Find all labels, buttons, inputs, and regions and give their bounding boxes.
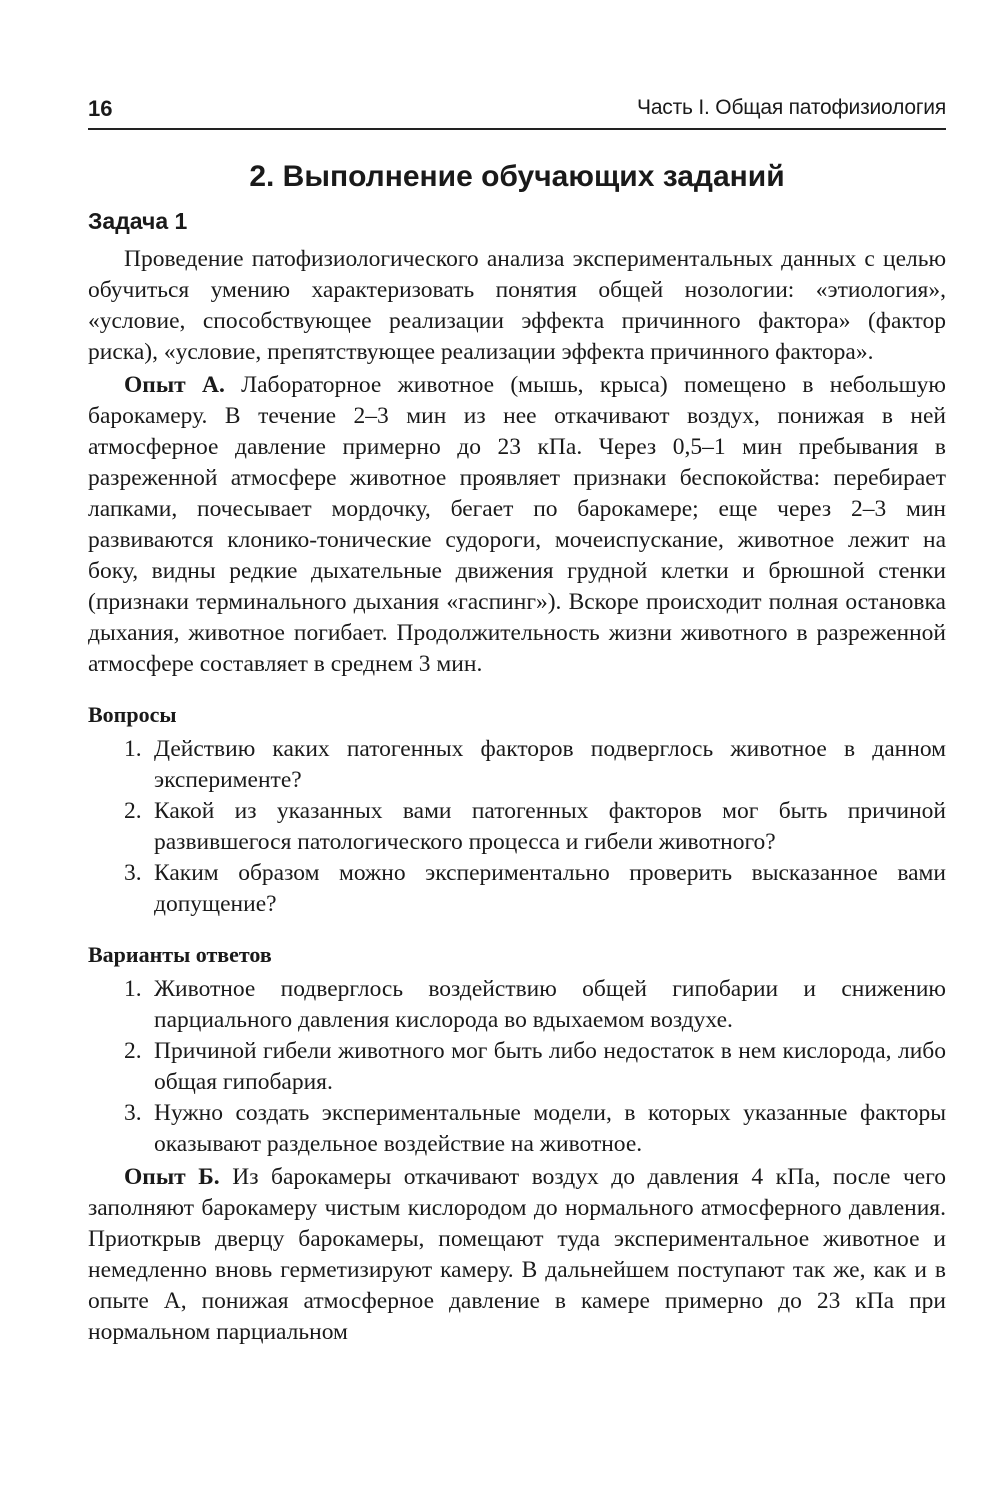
answer-item xyxy=(88,1098,946,1160)
question-item xyxy=(88,734,946,796)
answer-text: Животное подверглось воздействию общей гипобарии и снижению парциального давления кислорода во вдыхаемом воздухе. xyxy=(154,976,946,1033)
question-number: 3. xyxy=(124,860,142,886)
answer-item xyxy=(88,1036,946,1098)
question-item xyxy=(88,796,946,858)
question-text: Какой из указанных вами патогенных факторов мог быть причиной развившегося патологического процесса и гибели животного? xyxy=(154,798,946,855)
experiment-a-text: Лабораторное животное (мышь, крыса) помещено в небольшую барокамеру. В течение 2–3 мин из нее откачивают воздух, понижая в ней атмосферное давление примерно до 23 кПа. Через 0,5–1 мин пребывания в разреженной атмосфере животное проявляет признаки беспокойства: перебирает лапками, почесывает мордочку, бегает по барокамере; еще через 2–3 мин развиваются клонико-тонические судороги, мочеиспускание, животное лежит на боку, видны редкие дыхательные движения грудной клетки и брюшной стенки (признаки терминального дыхания «гаспинг»). Вскоре происходит полная остановка дыхания, животное погибает. Продолжительность жизни животного в разреженной атмосфере составляет в среднем 3 мин. xyxy=(88,372,946,677)
task-title: Задача 1 xyxy=(88,208,188,234)
answer-number: 2. xyxy=(124,1038,142,1064)
answer-text: Причиной гибели животного мог быть либо недостаток в нем кислорода, либо общая гипобария. xyxy=(154,1038,946,1095)
question-item xyxy=(88,858,946,920)
page-header xyxy=(88,92,946,130)
experiment-b-paragraph xyxy=(88,1162,946,1348)
answers-list xyxy=(88,974,946,1160)
question-text: Каким образом можно экспериментально проверить высказанное вами допущение? xyxy=(154,860,946,917)
answer-number: 1. xyxy=(124,976,142,1002)
question-number: 2. xyxy=(124,798,142,824)
questions-list xyxy=(88,734,946,920)
section-title: 2. Выполнение обучающих заданий xyxy=(249,160,785,193)
questions-title: Вопросы xyxy=(88,702,177,727)
experiment-b-text: Из барокамеры откачивают воздух до давления 4 кПа, после чего заполняют барокамеру чистым кислородом до нормального атмосферного давления. Приоткрыв дверцу барокамеры, помещают туда экспериментальное животное и немедленно вновь герметизируют камеру. В дальнейшем поступают так же, как и в опыте А, понижая атмосферное давление в камере примерно до 23 кПа при нормальном парциальном xyxy=(88,1164,946,1345)
page-number: 16 xyxy=(88,96,113,121)
experiment-a-paragraph xyxy=(88,370,946,680)
answer-number: 3. xyxy=(124,1100,142,1126)
intro-paragraph: Проведение патофизиологического анализа экспериментальных данных с целью обучиться умению характеризовать понятия общей нозологии: «этиология», «условие, способствующее реализации эффекта причинного фактора» (фактор риска), «условие, препятствующее реализации эффекта причинного фактора». xyxy=(88,246,946,365)
answer-item xyxy=(88,974,946,1036)
experiment-a-lead: Опыт А. xyxy=(124,372,225,398)
question-number: 1. xyxy=(124,736,142,762)
running-title: Часть I. Общая патофизиология xyxy=(637,96,946,119)
page-body xyxy=(88,244,946,1348)
answer-text: Нужно создать экспериментальные модели, в которых указанные факторы оказывают раздельное воздействие на животное. xyxy=(154,1100,946,1157)
experiment-b-lead: Опыт Б. xyxy=(124,1164,220,1190)
answers-title: Варианты ответов xyxy=(88,942,272,967)
question-text: Действию каких патогенных факторов подверглось животное в данном эксперименте? xyxy=(154,736,946,793)
